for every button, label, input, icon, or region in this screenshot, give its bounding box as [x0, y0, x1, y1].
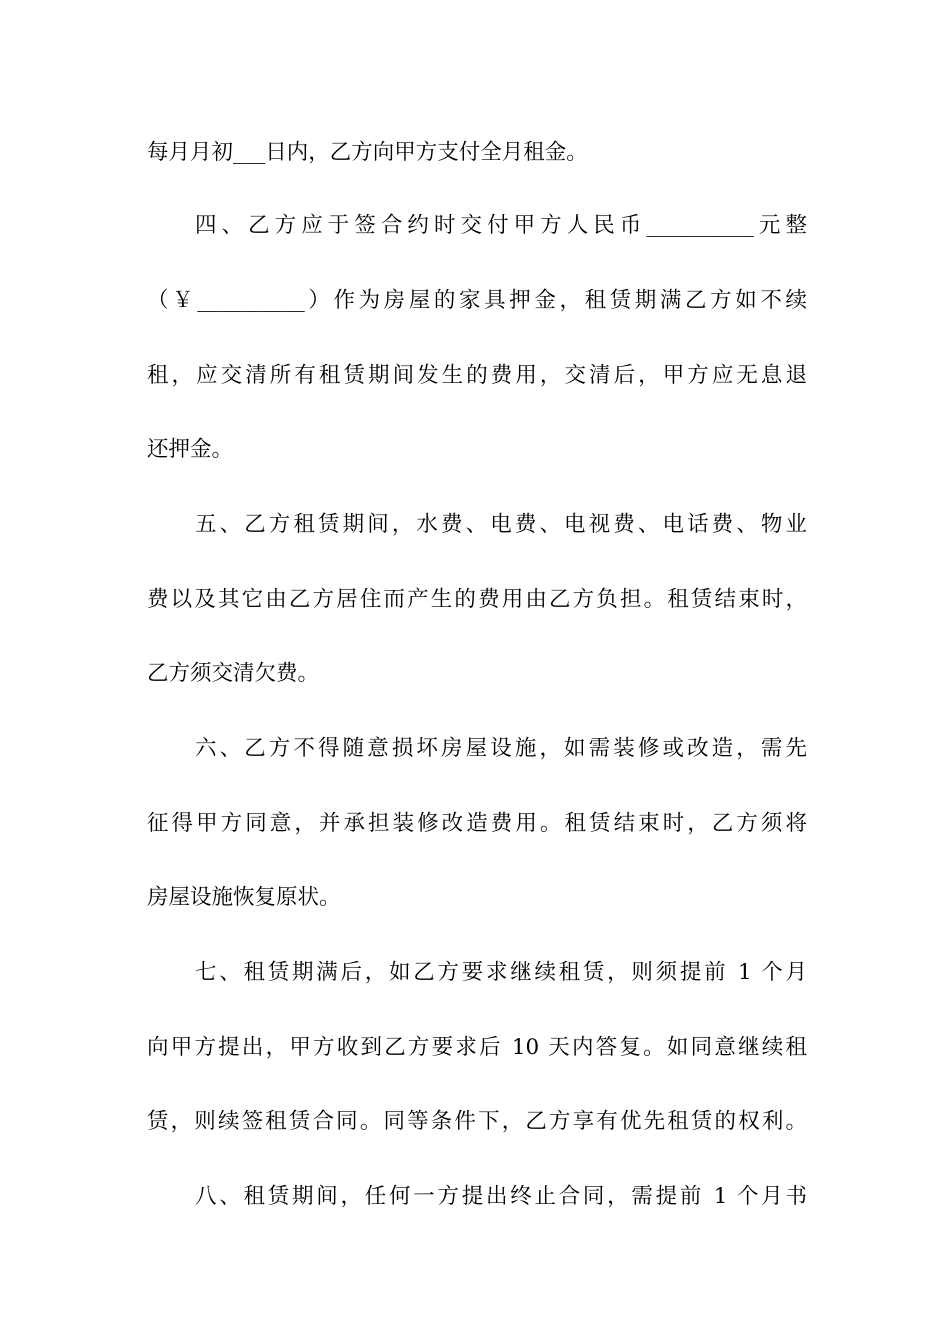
- clause-3-line-end: 每月月初___日内，乙方向甲方支付全月租金。: [147, 140, 588, 165]
- clause-7-line-2: 向甲方提出，甲方收到乙方要求后 10 天内答复。如同意继续租: [147, 1035, 807, 1060]
- clause-4-line-2: （￥__________）作为房屋的家具押金，租赁期满乙方如不续: [147, 288, 807, 313]
- clause-7-line-1: 七、租赁期满后，如乙方要求继续租赁，则须提前 1 个月: [195, 960, 807, 985]
- clause-6-line-3: 房屋设施恢复原状。: [147, 885, 341, 910]
- clause-4-line-1: 四、乙方应于签合约时交付甲方人民币__________元整: [195, 213, 807, 238]
- clause-5-line-3: 乙方须交清欠费。: [147, 661, 320, 686]
- clause-5-line-1: 五、乙方租赁期间，水费、电费、电视费、电话费、物业: [195, 512, 807, 537]
- clause-8-line-1: 八、租赁期间，任何一方提出终止合同，需提前 1 个月书: [195, 1184, 807, 1209]
- clause-4-line-3: 租，应交清所有租赁期间发生的费用，交清后，甲方应无息退: [147, 363, 807, 388]
- clause-6-line-2: 征得甲方同意，并承担装修改造费用。租赁结束时，乙方须将: [147, 811, 807, 836]
- clause-6-line-1: 六、乙方不得随意损坏房屋设施，如需装修或改造，需先: [195, 736, 807, 761]
- clause-7-line-3: 赁，则续签租赁合同。同等条件下，乙方享有优先租赁的权利。: [147, 1109, 807, 1134]
- clause-4-line-4: 还押金。: [147, 437, 234, 462]
- clause-5-line-2: 费以及其它由乙方居住而产生的费用由乙方负担。租赁结束时，: [147, 587, 807, 612]
